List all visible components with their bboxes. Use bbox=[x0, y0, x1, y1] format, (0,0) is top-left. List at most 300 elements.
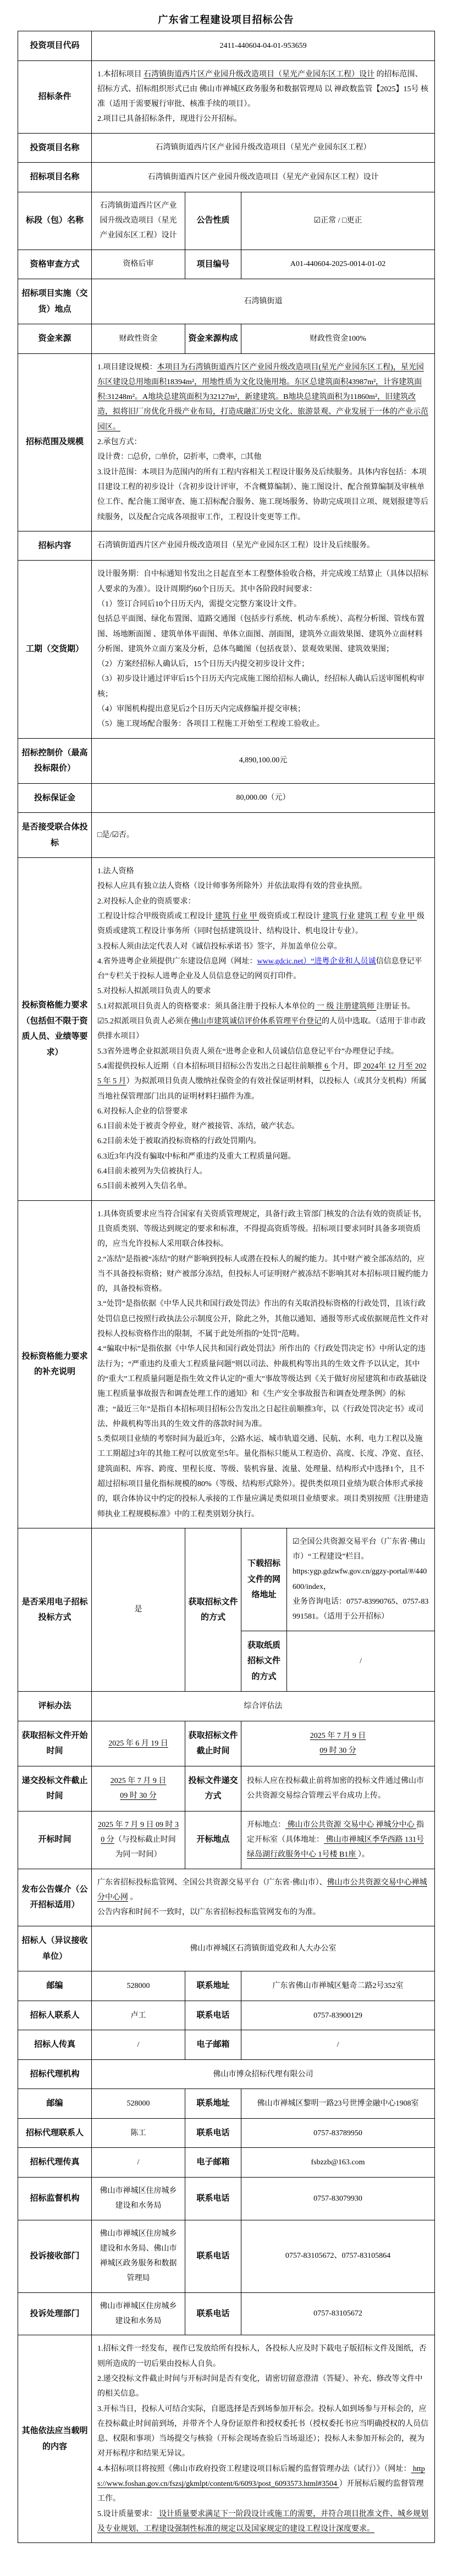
text-segment: 佛山市公共资源 交易中心 禅城分中心 bbox=[285, 1820, 416, 1829]
paragraph bbox=[20, 819, 89, 851]
text-segment: 招标代理传真 bbox=[30, 2158, 80, 2167]
page-title: 广东省工程建设项目招标公告 bbox=[158, 14, 294, 25]
text-segment: 1.法人资格 bbox=[97, 867, 134, 876]
text-segment: 2.“冻结”是指被“冻结”的财产影响到投标人或潜在投标人的履约能力。其中财产被全部冻结的，应当不具备投标资格；财产被部分冻结，但投标人可证明财产被冻结不影响其对本招标项目履约能力的，具备投标资格。 bbox=[97, 1255, 428, 1294]
paragraph bbox=[20, 1773, 89, 1804]
supervision-phone-label bbox=[185, 2177, 241, 2220]
agency-fax-label bbox=[18, 2148, 92, 2178]
paragraph bbox=[97, 67, 429, 112]
text-segment: fsbzzb@163.com bbox=[311, 2158, 365, 2167]
agency-postal-code-label bbox=[18, 2089, 92, 2119]
obtain-documents-start-time-value bbox=[92, 1721, 185, 1766]
paragraph bbox=[20, 641, 89, 657]
paragraph bbox=[188, 1773, 239, 1804]
paragraph bbox=[97, 984, 429, 999]
text-segment: 获取招标文件的方式 bbox=[188, 1597, 238, 1622]
text-segment: ☑全国公共资源交易平台（广东省·佛山市）“工程建设”栏目。 bbox=[293, 1537, 426, 1561]
agency-contact-value bbox=[92, 2118, 185, 2148]
paragraph bbox=[247, 257, 429, 272]
text-segment: 528000 bbox=[126, 2099, 150, 2108]
text-segment: 项目编号 bbox=[196, 259, 230, 269]
tender-conditions-label bbox=[18, 60, 92, 133]
text-segment: 联系电话 bbox=[196, 2010, 230, 2020]
text-segment: 递交投标文件截止时间 bbox=[21, 1776, 88, 1801]
paragraph bbox=[20, 213, 89, 229]
paragraph bbox=[247, 1743, 429, 1758]
text-segment: / bbox=[137, 2158, 140, 2167]
paragraph bbox=[20, 1349, 89, 1380]
text-segment: 石湾镇街道西片区产业园升级改造项目（星光产业园东区工程）设计 bbox=[147, 173, 379, 181]
text-segment: 09 时 30 分 bbox=[120, 1792, 157, 1801]
text-segment: 下载招标文件的网络地址 bbox=[247, 1559, 280, 1600]
paragraph bbox=[97, 828, 429, 843]
paragraph bbox=[20, 790, 89, 806]
text-segment: （5）施工现场配合服务：各项目工程施工开始至工程竣工验收止。 bbox=[97, 720, 324, 729]
tenderer-email-value bbox=[241, 2030, 435, 2060]
other-required-content-label bbox=[18, 2335, 92, 2543]
tenderer-address-label bbox=[185, 1971, 241, 2001]
paragraph bbox=[97, 672, 429, 702]
row-announcement-media bbox=[18, 1869, 435, 1926]
announcement-media-value bbox=[92, 1869, 435, 1926]
paragraph bbox=[188, 1594, 239, 1626]
row-tenderer-postal bbox=[18, 1971, 435, 2001]
text-segment: 级资质或建筑工程设计事务所（同时包括建筑设计、结构设计、机电设计专业）。 bbox=[97, 912, 425, 936]
paragraph bbox=[20, 1832, 89, 1848]
paragraph bbox=[247, 2191, 429, 2206]
section-package-name-label bbox=[18, 192, 92, 250]
paragraph bbox=[97, 939, 429, 954]
tender-project-name-value bbox=[92, 163, 435, 192]
text-segment: 2025 年 7 月 9 日 bbox=[110, 1776, 167, 1785]
text-segment: 联系电话 bbox=[196, 2193, 230, 2203]
text-segment: 邮编 bbox=[46, 1981, 63, 1991]
text-segment: 开标地点 bbox=[196, 1835, 230, 1844]
text-segment: 投诉处理部门 bbox=[30, 2309, 80, 2318]
paragraph bbox=[20, 1933, 89, 1964]
paragraph bbox=[247, 1979, 429, 1993]
paragraph bbox=[293, 1654, 429, 1669]
paragraph bbox=[97, 1818, 179, 1863]
paragraph bbox=[247, 2126, 429, 2141]
text-segment: 其他依法应当载明的内容 bbox=[21, 2427, 88, 2451]
text-segment: 0757-83105672、0757-83105864 bbox=[285, 2252, 391, 2261]
text-segment: 邮编 bbox=[46, 2099, 63, 2108]
paragraph bbox=[97, 1905, 429, 1920]
text-segment: ）开展标后履约监督管理工作。 bbox=[97, 2479, 424, 2503]
text-segment: 1.项目建设规模： bbox=[97, 363, 157, 372]
paragraph bbox=[97, 38, 429, 53]
row-implementation-location bbox=[18, 279, 435, 324]
paragraph bbox=[97, 864, 429, 879]
bid-opening-time-label bbox=[18, 1811, 92, 1869]
paragraph bbox=[97, 1941, 429, 1956]
text-segment: 5.1对拟派项目负责人的资格要求：须具备注册于投标人本单位的 bbox=[97, 1002, 315, 1011]
paragraph bbox=[20, 538, 89, 554]
investment-project-code-value bbox=[92, 31, 435, 61]
text-segment: 设计费：□总价，□单价，☑折率，□费率，□其他 bbox=[97, 453, 262, 462]
text-segment: 招标项目实施（交货）地点 bbox=[21, 289, 88, 314]
electronic-bidding-label bbox=[18, 1528, 92, 1691]
tenderer-fax-value bbox=[92, 2030, 185, 2060]
evaluation-method-label bbox=[18, 1692, 92, 1721]
text-segment: 。 bbox=[128, 1893, 138, 1902]
text-segment: 石湾镇街道西片区产业园升级改造项目（星光产业园东区工程）设计及后续服务。 bbox=[97, 541, 374, 550]
text-segment: 标段（包）名称 bbox=[25, 216, 84, 225]
funding-composition-label bbox=[185, 324, 241, 354]
bid-submission-method-value bbox=[241, 1766, 435, 1811]
text-segment: 佛山市公共资源交易中心禅城分中心网 bbox=[97, 1878, 427, 1902]
paragraph bbox=[97, 140, 429, 155]
paragraph bbox=[188, 1728, 239, 1759]
bid-security-value bbox=[92, 783, 435, 813]
text-segment: 联系电话 bbox=[196, 2251, 230, 2261]
paragraph bbox=[97, 1432, 429, 1522]
paragraph bbox=[20, 2096, 89, 2112]
text-segment: 6 bbox=[322, 1062, 330, 1071]
paragraph bbox=[97, 2184, 179, 2214]
paragraph bbox=[244, 1638, 284, 1685]
tender-control-price-label bbox=[18, 738, 92, 783]
paragraph bbox=[97, 894, 429, 909]
complaint-receiving-department-label bbox=[18, 2220, 92, 2292]
bid-opening-time-value bbox=[92, 1811, 185, 1869]
text-segment: 电子邮箱 bbox=[196, 2040, 230, 2049]
text-segment: 投标保证金 bbox=[34, 793, 75, 802]
text-segment: 2.项目已具备招标条件，现进行公开招标。 bbox=[97, 115, 242, 124]
paragraph bbox=[20, 2008, 89, 2024]
text-segment: 联系地址 bbox=[196, 2099, 230, 2108]
text-segment: ☑5.2拟派项目负责人必须在 bbox=[97, 1017, 191, 1026]
text-segment: 招标项目名称 bbox=[30, 173, 80, 182]
text-segment: 招标代理联系人 bbox=[25, 2128, 84, 2137]
complaint-receiving-department-value bbox=[92, 2220, 185, 2292]
row-qualification-review bbox=[18, 250, 435, 279]
paragraph bbox=[247, 2155, 429, 2170]
paragraph bbox=[20, 1882, 89, 1913]
row-investment-project-code bbox=[18, 31, 435, 61]
tenderer-postal-code-label bbox=[18, 1971, 92, 2001]
text-segment: 联系地址 bbox=[196, 1981, 230, 1991]
text-segment: 综合评估法 bbox=[244, 1702, 283, 1710]
paragraph bbox=[97, 1207, 429, 1252]
text-segment: 6.2目前未处于被取消投标资格的行政处罚期内。 bbox=[97, 1137, 261, 1146]
agency-phone-value bbox=[241, 2118, 435, 2148]
agency-postal-code-value bbox=[92, 2089, 185, 2119]
construction-period-value bbox=[92, 561, 435, 738]
paragraph bbox=[293, 1594, 429, 1625]
row-bid-security bbox=[18, 783, 435, 813]
agency-address-value bbox=[241, 2089, 435, 2119]
text-segment: 招标内容 bbox=[38, 541, 71, 550]
tenderer-contact-label bbox=[18, 2001, 92, 2030]
text-segment: 招标人传真 bbox=[34, 2040, 75, 2049]
paragraph bbox=[20, 2306, 89, 2322]
text-segment: 工期（交货期） bbox=[25, 645, 84, 654]
text-segment: https:ygp.gdzwfw.gov.cn/ggzy-portal/#/440600/index， bbox=[293, 1567, 427, 1591]
text-segment: 业务咨询电话：0757-83990765、0757-83991581。（适用于公开招标） bbox=[293, 1598, 429, 1621]
paragraph bbox=[20, 257, 89, 273]
announcement-nature-label bbox=[185, 192, 241, 250]
text-segment: 6.4目前未被列为失信被执行人。 bbox=[97, 1167, 207, 1176]
paragraph bbox=[97, 717, 429, 732]
complaint-handling-department-label bbox=[18, 2292, 92, 2335]
paper-documents-method-value bbox=[287, 1631, 435, 1692]
text-segment: 招标代理机构 bbox=[30, 2069, 80, 2079]
row-tenderer-fax bbox=[18, 2030, 435, 2060]
text-segment: （1）签订合同后10个日历天内，需提交完整方案设计文件。 bbox=[97, 600, 301, 608]
paragraph bbox=[97, 331, 179, 346]
text-segment: 公告性质 bbox=[196, 216, 230, 225]
paragraph bbox=[97, 2126, 179, 2141]
evaluation-method-value bbox=[92, 1692, 435, 1721]
row-tender-scope-and-scale bbox=[18, 353, 435, 531]
row-investment-project-name bbox=[18, 133, 435, 163]
project-number-label bbox=[185, 250, 241, 279]
text-segment: 招标人联系人 bbox=[30, 2010, 80, 2020]
row-tender-content bbox=[18, 531, 435, 561]
text-segment: 个月，即 bbox=[330, 1062, 361, 1071]
funding-source-value bbox=[92, 324, 185, 354]
row-qualification-supplementary-notes bbox=[18, 1200, 435, 1528]
paragraph bbox=[97, 198, 179, 243]
row-consortium-bidding bbox=[18, 813, 435, 858]
text-segment: 2024年 12 月至 2025 年 5 月 bbox=[97, 1062, 427, 1086]
text-segment: 是 bbox=[134, 1605, 142, 1614]
paragraph bbox=[97, 2008, 179, 2023]
supervision-authority-label bbox=[18, 2177, 92, 2220]
paragraph bbox=[97, 2067, 429, 2082]
paragraph bbox=[97, 257, 179, 272]
text-segment: 资格审查方式 bbox=[30, 259, 80, 269]
text-segment: 获取纸质招标文件的方式 bbox=[247, 1641, 280, 1681]
text-segment: 的人员中选取。（适用于非市政供排水项目） bbox=[97, 1017, 426, 1041]
paragraph bbox=[97, 909, 429, 939]
paragraph bbox=[247, 1774, 429, 1804]
section-package-name-value bbox=[92, 192, 185, 250]
paragraph bbox=[97, 360, 429, 435]
text-segment: 3.“处罚”是指依据《中华人民共和国行政处罚法》作出的有关取消投标资格的行政处罚，且该行政处罚信息已按照行政执法公示制度公开，除此之外，其他以通知、通报等形式或依据规范性文件对投标人投标资格作出的限制，不属于此处所指的“处罚”范畴。 bbox=[97, 1300, 428, 1339]
row-electronic-bidding-download bbox=[18, 1528, 435, 1631]
consortium-bidding-value bbox=[92, 813, 435, 858]
investment-project-name-value bbox=[92, 133, 435, 163]
other-required-content-value bbox=[92, 2335, 435, 2543]
announcement-nature-value bbox=[241, 192, 435, 250]
paragraph bbox=[247, 213, 429, 228]
obtain-documents-deadline-value bbox=[241, 1721, 435, 1766]
text-segment: 1.具体资质要求应当符合国家有关资质管理规定，具备行政主管部门核发的合法有效的资质证书，且资质类别、等级达到规定的要求和标准，不得提高资质等级。招标项目要求同时具备多项资质的，应当允许投标人采用联合体投标。 bbox=[97, 1210, 427, 1249]
obtain-documents-start-time-label bbox=[18, 1721, 92, 1766]
paragraph bbox=[97, 1252, 429, 1297]
text-segment: 财政性资金100% bbox=[310, 334, 366, 343]
text-segment: 招标监督机构 bbox=[30, 2193, 80, 2203]
text-segment: 1.本招标项目 bbox=[97, 70, 144, 79]
text-segment: 设计质量要求满足下一阶段设计或施工的需要，并符合项目批准文件、城乡规划及专业规划、工程建设强制性标准的规定以及国家规定的建设工程设计深度要求。 bbox=[97, 2509, 428, 2533]
text-segment: 2.承包方式： bbox=[97, 438, 142, 447]
paragraph bbox=[20, 2191, 89, 2207]
agency-email-label bbox=[185, 2148, 241, 2178]
text-segment: 资金来源 bbox=[38, 334, 71, 344]
paragraph bbox=[97, 954, 429, 984]
project-number-value bbox=[241, 250, 435, 279]
text-segment: 4.“骗取中标”是指依据《中华人民共和国行政处罚法》所作出的《行政处罚决定书》中所认定的违法行为；“严重违约及重大工程质量问题”则以司法、仲裁机构等出具的生效文件予以认定，其中的“重大”工程质量问题是指生效文件认定的“重大”事故等级达到《关于做好房屋建筑和市政基础设施工程质量事故报告和调查处理工作的通知》和《生产安全事故报告和调查处理条例》的标准；“最近三年”是指自本招标项目招标公告发出之日起往前顺推3年，以《行政处罚决定书》或司法、仲裁机构等出具的生效文件的落款时间为准。 bbox=[97, 1345, 427, 1428]
paragraph bbox=[188, 213, 239, 229]
bidder-qualification-requirements-label bbox=[18, 858, 92, 1201]
text-segment: 是否采用电子招标投标方式 bbox=[21, 1597, 88, 1622]
implementation-location-label bbox=[18, 279, 92, 324]
paragraph bbox=[20, 89, 89, 105]
text-segment: 资格后审 bbox=[123, 260, 154, 269]
text-segment: 0757-83900129 bbox=[313, 2011, 362, 2020]
text-segment: 本项目为石湾镇街道西片区产业园升级改造项目(星光产业园东区工程)，星光园东区建设总用地面积18394m²，用地性质为文化设施用地。东区总建筑面积43987m²，计容建筑面积:31248m²。A地块总建筑面积为32127m²，新建建筑。B地块总建筑面积为11860m²，旧建筑改造，拟将旧厂房优化升级产业布局，打造成融汇历史文化、旅游景观、产业发展于一体的产业示范园区。 bbox=[97, 363, 428, 431]
text-segment: 佛山市博众招标代理有限公司 bbox=[213, 2070, 313, 2079]
text-segment: 广东省招标投标监管网、全国公共资源交易平台（广东省·佛山市）、 bbox=[97, 1878, 327, 1887]
row-tender-control-price bbox=[18, 738, 435, 783]
consortium-bidding-label bbox=[18, 813, 92, 858]
row-agency-contact bbox=[18, 2118, 435, 2148]
text-segment: 4.省外进粤企业须提供广东建设信息网（网址： bbox=[97, 957, 257, 966]
paragraph bbox=[97, 1164, 429, 1179]
paragraph bbox=[97, 465, 429, 525]
text-segment: 6.5目前未被列入失信名单。 bbox=[97, 1182, 192, 1191]
text-segment: 5.设计质量要求： bbox=[97, 2509, 157, 2518]
text-segment: 开标时间 bbox=[38, 1835, 71, 1844]
complaint-handling-department-value bbox=[92, 2292, 185, 2335]
paragraph bbox=[97, 999, 429, 1014]
text-segment: 528000 bbox=[126, 1982, 150, 1991]
tender-agency-label bbox=[18, 2059, 92, 2089]
tender-conditions-value bbox=[92, 60, 435, 133]
paragraph bbox=[188, 257, 239, 273]
text-segment: 3.投标人须由法定代表人对《诚信投标承诺书》签字，并加盖单位公章。 bbox=[97, 942, 342, 951]
paragraph bbox=[97, 450, 429, 464]
paragraph bbox=[188, 2306, 239, 2322]
text-segment: 6.1目前未处于被责令停业，财产被接管、冻结，破产状态。 bbox=[97, 1122, 300, 1131]
text-segment: 工程设计综合甲级资质或工程设计 bbox=[97, 912, 213, 921]
paragraph bbox=[20, 2067, 89, 2082]
row-complaint-receiving bbox=[18, 2220, 435, 2292]
text-segment: 石湾镇街道西片区产业园升级改造项目（星光产业园东区工程） bbox=[155, 143, 371, 152]
paragraph bbox=[247, 1818, 429, 1863]
paragraph bbox=[20, 1594, 89, 1626]
text-segment: 佛山市禅城区住房城乡建设和水务局、佛山市禅城区政务服务和数据管理局 bbox=[100, 2229, 177, 2283]
download-url-label bbox=[241, 1528, 287, 1631]
obtain-documents-method-label bbox=[185, 1528, 241, 1691]
tenderer-label bbox=[18, 1926, 92, 1971]
paragraph bbox=[20, 140, 89, 156]
text-segment: A01-440604-2025-0014-01-02 bbox=[290, 260, 386, 269]
text-segment: 投资项目代码 bbox=[30, 41, 80, 50]
tenderer-phone-label bbox=[185, 2001, 241, 2030]
tender-content-label bbox=[18, 531, 92, 561]
tenderer-value bbox=[92, 1926, 435, 1971]
paragraph bbox=[188, 2191, 239, 2207]
text-segment: 获取招标文件开始时间 bbox=[21, 1731, 88, 1756]
paragraph bbox=[97, 567, 429, 597]
construction-period-label bbox=[18, 561, 92, 738]
supervision-phone-value bbox=[241, 2177, 435, 2220]
text-segment: 联系电话 bbox=[196, 2128, 230, 2137]
text-segment: 级资质或工程设计 bbox=[259, 912, 321, 921]
paragraph bbox=[97, 1875, 429, 1905]
paragraph bbox=[188, 2248, 239, 2264]
text-segment: 电子邮箱 bbox=[196, 2158, 230, 2167]
paragraph bbox=[97, 1104, 429, 1119]
text-segment: 一 级 注册建筑师 bbox=[315, 1002, 377, 1011]
paragraph bbox=[97, 2372, 429, 2402]
row-tenderer-contact bbox=[18, 2001, 435, 2030]
tender-scope-and-scale-label bbox=[18, 353, 92, 531]
paragraph bbox=[247, 2248, 429, 2263]
funding-source-label bbox=[18, 324, 92, 354]
paragraph bbox=[97, 1342, 429, 1432]
text-segment: 佛山市禅城区黎明一路23号世博金融中心1908室 bbox=[257, 2099, 419, 2108]
paragraph bbox=[97, 2462, 429, 2507]
text-segment: 佛山市禅城区石湾镇街道党政和人大办公室 bbox=[190, 1945, 337, 1953]
paragraph bbox=[97, 1297, 429, 1342]
bid-submission-deadline-value bbox=[92, 1766, 185, 1811]
investment-project-code-label bbox=[18, 31, 92, 61]
paragraph bbox=[244, 1556, 284, 1603]
paragraph bbox=[97, 2096, 179, 2111]
paragraph bbox=[97, 1979, 179, 1993]
paragraph bbox=[20, 2423, 89, 2455]
text-segment: 6.对投标人企业的信誉要求 bbox=[97, 1107, 188, 1116]
row-bid-opening bbox=[18, 1811, 435, 1869]
link[interactable]: www.gdcic.net）“进粤企业和人员诚 bbox=[257, 957, 376, 966]
paragraph bbox=[97, 702, 429, 717]
agency-fax-value bbox=[92, 2148, 185, 2178]
text-segment: 投标文件递交方式 bbox=[188, 1776, 238, 1801]
paragraph bbox=[247, 2306, 429, 2321]
complaint-receiving-phone-value bbox=[241, 2220, 435, 2292]
paragraph bbox=[97, 294, 429, 309]
text-segment: 招标控制价（最高投标限价） bbox=[21, 748, 88, 773]
paragraph bbox=[97, 1134, 429, 1149]
text-segment: 3.开标当日，投标人可结合实际，自愿选择是否到场参加开标会。投标人如到场参与开标会的，应在投标截止时间前到场，并带齐个人身份证原件和授权委托书（授权委托书应当明确授权的人员信息、权限和事项）当场提交与核验（开标会现场查验后当场退还）；投标人未参加开标会的，视为对开标程序和结果无异议。 bbox=[97, 2405, 428, 2458]
agency-phone-label bbox=[185, 2118, 241, 2148]
paragraph bbox=[188, 2008, 239, 2024]
text-segment: 投资项目名称 bbox=[30, 143, 80, 152]
download-url-value bbox=[287, 1528, 435, 1631]
paragraph bbox=[97, 2402, 429, 2462]
row-complaint-handling bbox=[18, 2292, 435, 2335]
paragraph bbox=[293, 1534, 429, 1565]
paragraph bbox=[20, 2037, 89, 2053]
paragraph bbox=[97, 2299, 179, 2329]
row-construction-period bbox=[18, 561, 435, 738]
paragraph bbox=[97, 1014, 429, 1044]
tenderer-email-label bbox=[185, 2030, 241, 2060]
text-segment: 0757-83079930 bbox=[313, 2194, 362, 2203]
paragraph bbox=[188, 331, 239, 347]
text-segment: 2411-440604-04-01-953659 bbox=[219, 41, 307, 50]
text-segment: 4.本招标项目将按照《佛山市政府投资工程建设项目标后履约监督管理办法（试行）》（网址： bbox=[97, 2464, 411, 2473]
text-segment: 信信息登记平台”专栏关于投标人进粤企业及人员信息登记的网页打印件。 bbox=[97, 957, 422, 981]
paragraph bbox=[20, 998, 89, 1060]
text-segment: 广东省佛山市禅城区魁奇二路2号352室 bbox=[272, 1982, 404, 1991]
row-evaluation-method bbox=[18, 1692, 435, 1721]
text-segment: 建筑 行业 甲 bbox=[213, 912, 259, 921]
bid-opening-location-label bbox=[185, 1811, 241, 1869]
tenderer-postal-code-value bbox=[92, 1971, 185, 2001]
paragraph bbox=[247, 2096, 429, 2111]
agency-address-label bbox=[185, 2089, 241, 2119]
paragraph bbox=[20, 1698, 89, 1714]
paragraph bbox=[97, 2037, 179, 2052]
paragraph bbox=[97, 1149, 429, 1164]
text-segment: 投标人应具有独立法人资格（设计师事务所除外）并依法取得有效的营业执照。 bbox=[97, 882, 367, 891]
